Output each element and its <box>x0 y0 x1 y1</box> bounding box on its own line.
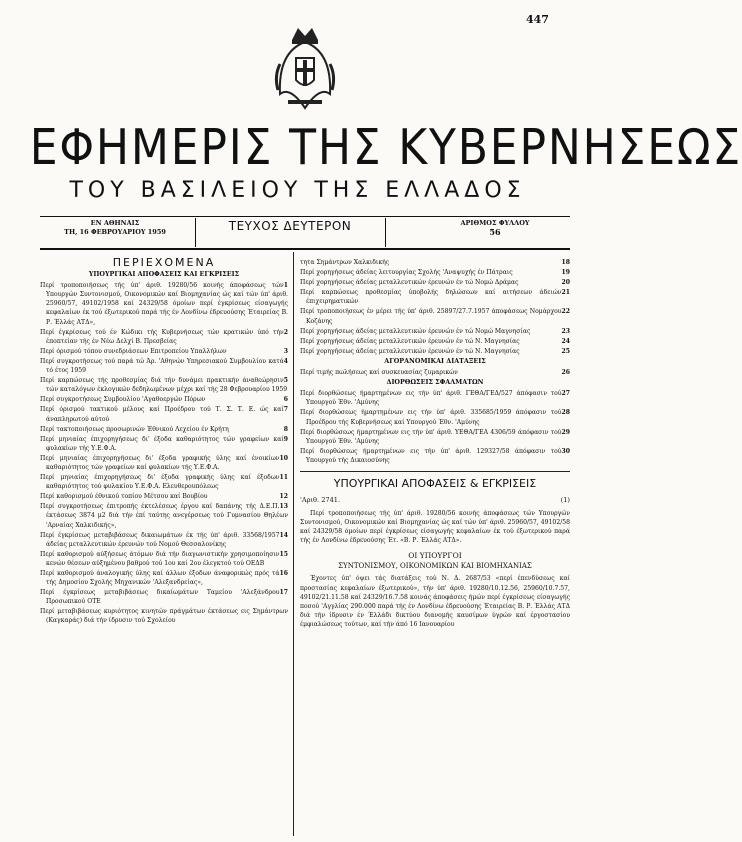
entry-text: Περί καθορισμού αύξήσεως άτόμων διά τήν διαγωνιστικήν χρησιμοποίησιν κενών θέσεων αύξημένου βαθμού τού 1ου καί 2ου έλεγκτού τού ΟΕΔΒ <box>40 550 280 567</box>
contents-entry <box>40 454 288 472</box>
entry-text: Περί χορηγήσεως άδείας μεταλλευτικών έρευνών έν τώ Ν. Μαγνησίας <box>300 337 520 345</box>
entry-text: Περί χορηγήσεως άδείας μεταλλευτικών έρευνών έν τώ Νομώ Μαγνησίας <box>300 327 531 335</box>
entry-page-number: 21 <box>561 289 570 297</box>
issue-number: 56 <box>489 227 501 237</box>
contents-entry <box>40 281 288 326</box>
contents-entry <box>300 307 570 325</box>
entry-page-number: 7 <box>283 406 288 414</box>
contents-heading: ΠΕΡΙΕΧΟΜΕΝΑ <box>112 256 216 269</box>
contents-entry <box>40 376 288 394</box>
decision-text: Έχοντες ύπ' όψει τάς διατάξεις τού Ν. Δ. 2687/53 «περί έπενδύσεως καί προστασίας κεφαλαίων έξωτερικού», τήν ύπ' άριθ. 19280/10.12.56, 25960/10.7.57, 49102/21.11.58 καί 24329/16.7.58 κοινάς άποφάσεις ήμών περί έγκρίσεως είσαγωγής ποσού 'Αγγλίας 290.000 παρά τής έν Λονδίνω έδρευούσης Έταιρείας Β. Ρ. Έλλάς ΑΤΔ διά τήν ίδρυσιν έν Έλλάδι δικτύου διανομής καυσίμων ύγρών καί έργοστασίου έμφιαλώσεως τούτων, καί τήν άπό 16 Ιανουαρίου <box>300 575 570 628</box>
entry-page-number: 14 <box>279 531 288 539</box>
entry-text: Περί όρισμού τακτικού μέλους καί Προέδρου τού Τ. Σ. Τ. Ε. ώς καί άναπληρωτού αύτού <box>40 406 284 423</box>
place-date <box>40 219 190 237</box>
contents-entry <box>300 408 570 426</box>
entry-text: Περί καρπώσεως τής προθεσμίας διά τήν δυνάμει πρακτικήν άναθεώρησιν τών καταλόγων έκλογικών δεδηλωμένων μέχρι καί τής 28 Φεβρουαρίου 1959 <box>40 377 288 394</box>
entry-text: Περί χορηγήσεως άδείας μεταλλευτικών έρευνών έν τώ Νομώ Δράμας <box>300 279 519 287</box>
entry-page-number: 22 <box>561 308 570 316</box>
contents-entry <box>300 368 570 377</box>
entry-text: Περί χορηγήσεως άδείας λειτουργίας Σχολής 'Αναψυχής έν Πάτραις <box>300 269 513 277</box>
entry-page-number: 18 <box>561 259 570 266</box>
entry-text: Περί διορθώσεως ήμαρτημένων εις τήν ύπ' άριθ. ΥΕΘΑ/ΓΕΑ 4306/59 άπόφασιν τού Υπουργού Έθν. 'Αμύνης <box>300 428 562 445</box>
entry-text: Περί τροποποιήσεως έν μέρει τής ύπ' άριθ. 25897/27.7.1957 άποφάσεως Νομάρχου Κοζάνης <box>300 308 562 325</box>
entry-text: Περί συγκροτήσεως Συμβουλίου 'Αγαθοεργών Πόρων <box>40 396 206 404</box>
entry-text: Περί έγκρίσεως τού έν Κώδικι τής Κυβερνήσεως τών κρατικών ύπό τήν έποπτείαν τής έν Νέω Δελχί Β. Πρεσβείας <box>40 328 284 345</box>
header-rule-bottom <box>40 248 570 250</box>
entry-text: Περί τιμής πωλήσεως καί συσκευασίας ζυμαρικών <box>300 369 458 377</box>
entry-text: Περί διορθώσεως ήμαρτημένων εις τήν ύπ' άριθ. ΓΕΘΑ/ΓΕΔ/527 άπόφασιν τού Υπουργού Έθν. 'Αμύνης <box>300 390 562 407</box>
entry-text: Περί χορηγήσεως άδείας μεταλλευτικών έρευνών έν τώ Ν. Μαγνησίας <box>300 347 520 355</box>
contents-entry <box>40 588 288 606</box>
contents-entry <box>300 258 570 267</box>
entry-text: Περί τακτοποιήσεως προσωρινών Έθνικού Λεχείου έν Κρήτη <box>40 425 229 433</box>
contents-entry <box>300 389 570 407</box>
contents-entry <box>40 473 288 491</box>
contents-entry <box>40 405 288 423</box>
entry-text: Περί τροποποιήσεως τής ύπ' άριθ. 19280/56 κοινής άποφάσεως τών Υπουργών Συντονισμού, Οικονομικών καί Βιομηχανίας ώς καί τών ύπ' άριθ. 25960/57, 49102/1958 καί 24329/58 όμοίων περί έγκρίσεως είσαγωγής κεφαλαίων έκ τού έξωτερικού παρά τής έν Λονδίνω έδρευούσης Έταιρείας Β. Ρ. Έλλάς ΑΤΔ», <box>40 282 288 326</box>
contents-entry <box>40 492 288 501</box>
contents-list <box>40 281 288 625</box>
entry-page-number: 29 <box>561 428 570 436</box>
page-number: 447 <box>526 13 549 26</box>
right-column <box>300 258 570 629</box>
decision-number: 'Αριθ. 2741. <box>300 495 341 504</box>
entry-page-number: 11 <box>279 474 288 482</box>
contents-entry <box>40 347 288 356</box>
entry-page-number: 12 <box>279 493 288 501</box>
contents-entry <box>40 550 288 568</box>
entry-page-number: 30 <box>561 447 570 455</box>
contents-entry <box>40 531 288 549</box>
contents-entry <box>300 447 570 465</box>
entry-page-number: 26 <box>561 369 570 377</box>
entry-text: Περί μεταβιβάσεως κυριότητος κινητών πράγμάτων έκτάσεως εις Σημάντρων (Καγκαράς) διά τήν ίδρυσιν τού Σχολείου <box>40 608 288 625</box>
header-divider <box>385 218 386 247</box>
contents-list <box>300 368 570 377</box>
entry-text: τητα Σημάντρων Χαλκιδικής <box>300 259 390 266</box>
issue-box <box>420 219 570 237</box>
entry-page-number: 1 <box>283 282 288 290</box>
contents-entry <box>40 502 288 529</box>
entry-text: Περί έγκρίσεως μεταβιβάσεως δικαιωμάτων έκ τής ύπ' άριθ. 33568/1957 άδείας μεταλλευτικών έρευνών τού Νομού Θεσσαλονίκης <box>40 531 280 548</box>
entry-text: Περί μηνιαίας έπιχορηγήσεως δι' έξοδα καθαριότητος τών γραφείων καί φυλακίων τής Υ.Ε.Φ.Α. <box>40 435 284 452</box>
header-divider <box>195 218 196 247</box>
decision-number-line <box>300 496 570 505</box>
entry-page-number: 10 <box>279 454 288 462</box>
entry-page-number: 27 <box>561 390 570 398</box>
ministers-heading: ΟΙ ΥΠΟΥΡΓΟΙ <box>408 551 462 561</box>
contents-entry <box>300 347 570 356</box>
entry-text: Περί συγκροτήσεως έπιτροπής έκτελέσεως έργου καί δαπάνης τής Δ.Ε.Π. έκτάσεως 3874 μ2 διά τήν έπί ταύτης ανεγέρσεως τού Γυμνασίου Θηλέων 'Αρναίας Χαλκιδικής», <box>40 503 288 529</box>
entry-page-number: 4 <box>283 357 288 365</box>
entry-text: Περί διορθώσεως ήμαρτημένων εις τήν ύπ' άριθ. 335685/1959 άπόφασιν τού Προέδρου τής Κυβερνήσεως καί Υπουργού Έθν. 'Αμύνης <box>300 409 562 426</box>
entry-page-number: 23 <box>561 327 570 335</box>
entry-page-number: 8 <box>283 425 288 433</box>
ministries-heading: ΣΥΝΤΟΝΙΣΜΟΥ, ΟΙΚΟΝΟΜΙΚΩΝ ΚΑΙ ΒΙΟΜΗΧΑΝΙΑΣ <box>338 562 532 571</box>
entry-page-number: 20 <box>561 279 570 287</box>
gazette-subtitle: ΤΟΥ ΒΑΣΙΛΕΙΟΥ ΤΗΣ ΕΛΛΑΔΟΣ <box>69 178 526 203</box>
entry-text: Περί έγκρίσεως μεταβιβάσεως δικαίωμάτων Ταμείου 'Αλεξάνδρου Προσωπικού ΟΤΕ <box>40 589 280 606</box>
column-divider <box>293 252 294 836</box>
entry-page-number: 16 <box>279 570 288 577</box>
contents-entry <box>300 268 570 277</box>
issue-label: ΑΡΙΘΜΟΣ ΦΥΛΛΟΥ <box>460 219 530 227</box>
contents-entry <box>40 425 288 434</box>
section-heading: ΥΠΟΥΡΓΙΚΑΙ ΑΠΟΦΑΣΕΙΣ ΚΑΙ ΕΓΚΡΙΣΕΙΣ <box>88 270 240 279</box>
entry-page-number: 2 <box>283 328 288 336</box>
header-rule-top <box>40 216 570 217</box>
section-heading: ΑΓΟΡΑΝΟΜΙΚΑΙ ΔΙΑΤΑΞΕΙΣ <box>384 356 486 365</box>
entry-text: Περί καθορισμού άναλογικής ύλης καί άλλων έξοδων άναφορικώς πρός τά τής Δημοσίου Σχολής Μηχανικών 'Αλεξανδρείας», <box>40 570 280 587</box>
entry-page-number: 17 <box>279 589 288 597</box>
entry-text: Περί συγκροτήσεως τού παρά τώ Άρ. 'Αθηνών Υπηρεσιακού Συμβουλίου κατά τό έτος 1959 <box>40 357 284 375</box>
entry-text: Περί μηνιαίας έπιχορηγήσεως δι' έξοδα γραφικής ύλης καί ένοικίων καθαριότητος τών γραφείων καί φυλακίων τής Υ.Ε.Φ.Α. <box>40 454 280 471</box>
entry-text: Περί διορθώσεως ήμαρτημένων εις τήν ύπ' άριθ. 129327/58 άπόφασιν τού Υπουργού τής Δικαιοσύνης <box>300 447 562 464</box>
series: ΤΕΥΧΟΣ ΔΕΥΤΕΡΟΝ <box>228 219 352 233</box>
decision-subject: Περί τροποποιήσεως τής ύπ' άριθ. 19280/56 κοινής άποφάσεως τών Υπουργών Συντονισμού, Οικονομικών καί Βιομηχανίας ώς καί τών ύπ' άριθ. 25960/57, 49102/58 καί 24329/58 όμοίων περί έγκρίσεως είσαγωγής κεφαλαίων έκ τού έξωτερικού παρά τής έν Λονδίνω έδρευούσης Έτ. «Β. Ρ. Έλλάς ΑΤΔ». <box>300 510 570 545</box>
entry-page-number: 25 <box>561 347 570 355</box>
entry-text: Περί καθορισμού έθνικού τοπίου Μέτσου καί Βουβίου <box>40 493 208 501</box>
contents-entry <box>300 288 570 306</box>
date: ΤΗ, 16 ΦΕΒΡΟΥΑΡΙΟΥ 1959 <box>64 228 166 236</box>
contents-entry <box>300 337 570 346</box>
place: ΕΝ ΑΘΗΝΑΙΣ <box>90 219 140 227</box>
decisions-heading: ΥΠΟΥΡΓΙΚΑΙ ΑΠΟΦΑΣΕΙΣ & ΕΓΚΡΙΣΕΙΣ <box>300 471 570 490</box>
entry-page-number: 19 <box>561 269 570 277</box>
contents-left-column <box>40 258 288 627</box>
entry-page-number: 13 <box>279 503 288 511</box>
contents-entry <box>40 435 288 453</box>
contents-entry <box>40 607 288 625</box>
entry-page-number: 24 <box>561 337 570 345</box>
decision-index: (1) <box>560 495 570 504</box>
contents-entry <box>40 357 288 375</box>
entry-page-number: 28 <box>561 409 570 417</box>
contents-entry <box>300 327 570 336</box>
entry-page-number: 15 <box>279 550 288 558</box>
section-heading: ΔΙΟΡΘΩΣΕΙΣ ΣΦΑΛΜΑΤΩΝ <box>386 378 484 387</box>
contents-entry <box>300 278 570 287</box>
entry-page-number: 5 <box>283 377 288 385</box>
contents-entry <box>40 569 288 587</box>
contents-entry <box>40 395 288 404</box>
entry-page-number: 3 <box>283 347 288 355</box>
entry-text: Περί όρισμού τόπου συνεδριάσεων Επιτροπείου Υπαλλήλων <box>40 347 227 355</box>
entry-text: Περί μηνιαίας έπιχορηγήσεως δι' έξοδα γραφικής ύλης καί έξοδων καθαριότητος τού φυλακίου Υ.Ε.Φ.Α. Ελευθερουπόλεως <box>40 474 280 491</box>
contents-list <box>300 389 570 465</box>
contents-entry <box>40 328 288 346</box>
royal-coat-of-arms-icon <box>270 24 340 112</box>
entry-page-number: 9 <box>283 435 288 443</box>
entry-page-number: 6 <box>283 396 288 404</box>
contents-list <box>300 258 570 356</box>
gazette-title: ΕΦΗΜΕΡΙΣ ΤΗΣ ΚΥΒΕΡΝΗΣΕΩΣ <box>29 119 742 176</box>
entry-text: Περί καρπώσεως προθεσμίας ύποβολής δηλώσεων καί αιτήσεων άδειών έπιχειρηματικών <box>300 289 562 306</box>
contents-entry <box>300 428 570 446</box>
